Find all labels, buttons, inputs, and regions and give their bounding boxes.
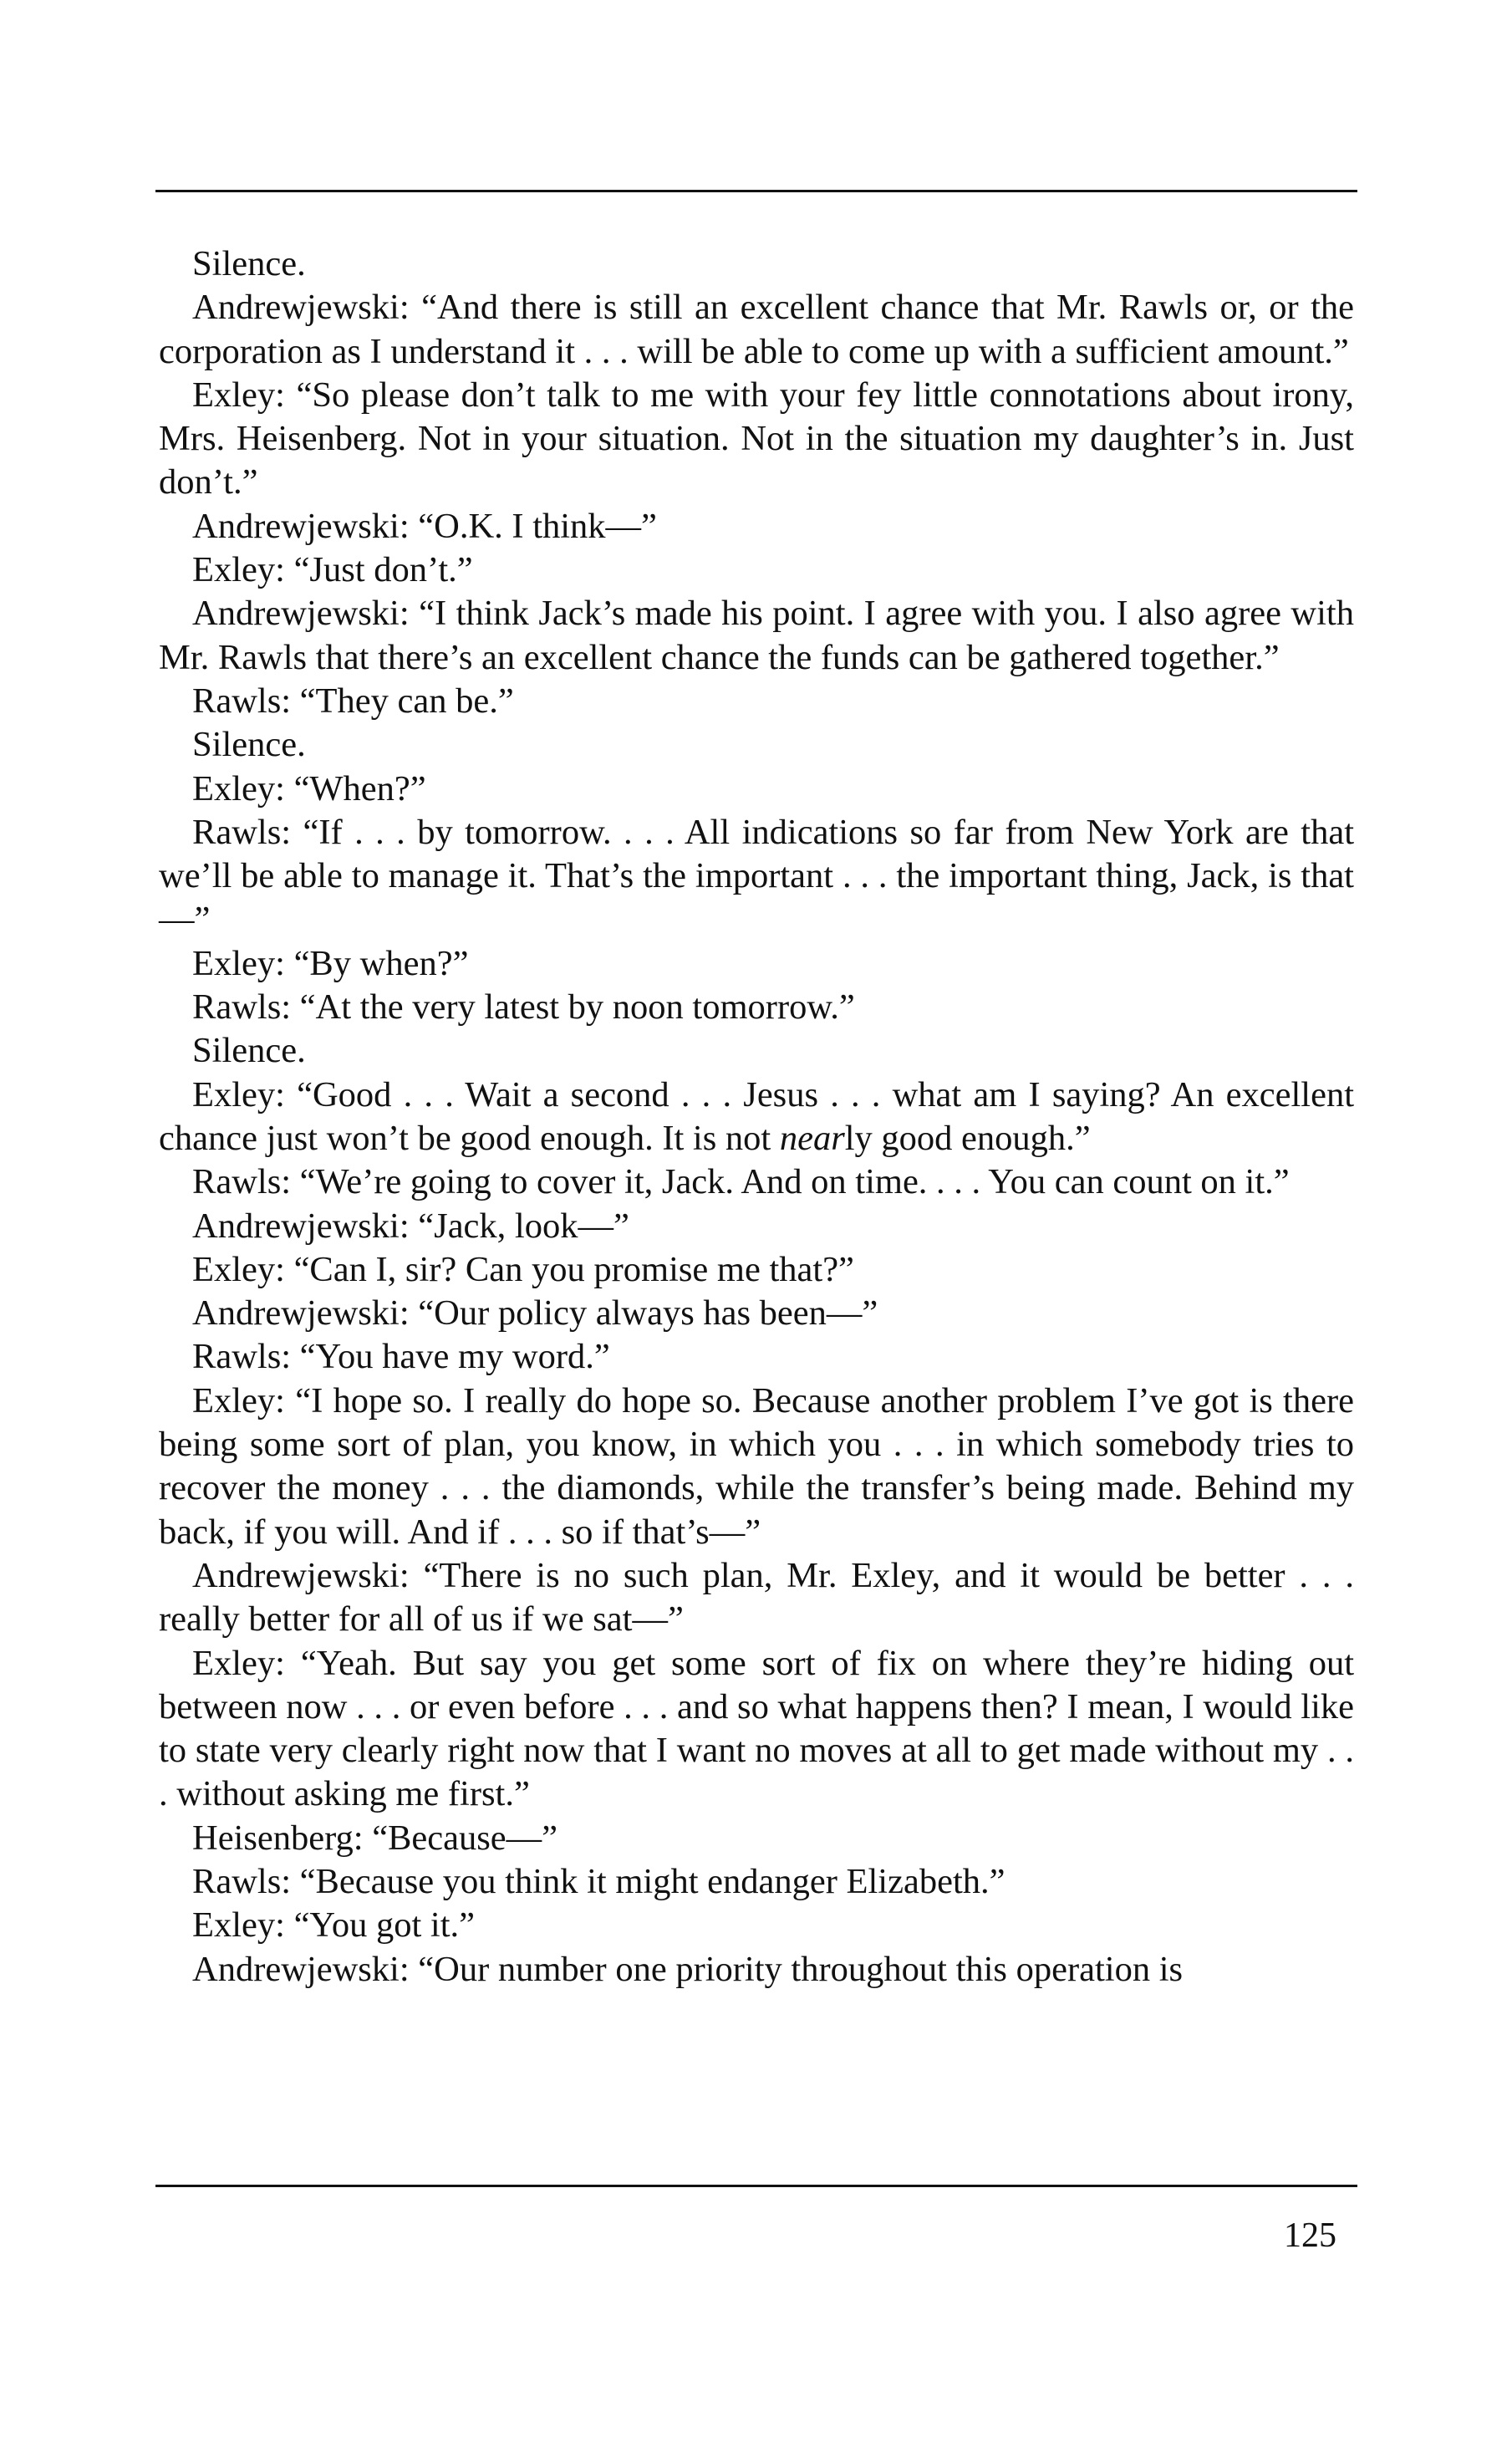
paragraph: Andrewjewski: “There is no such plan, Mr. Exley, and it would be better . . . really better for all of us if we sat—” (159, 1555, 1354, 1640)
paragraph: Rawls: “We’re going to cover it, Jack. And on time. . . . You can count on it.” (192, 1162, 1290, 1202)
paragraph: Andrewjewski: “Our number one priority throughout this operation is (192, 1949, 1184, 1989)
paragraph: Exley: “By when?” (192, 943, 469, 983)
paragraph: Exley: “Yeah. But say you get some sort of fix on where they’re hiding out between now . . . or even before . . . and so what happens then? I mean, I would like to state very clearly right now that I want no moves at all to get made without my . . . without asking me first.” (159, 1643, 1354, 1814)
bottom-rule (155, 2185, 1357, 2187)
paragraph: Rawls: “Because you think it might endanger Elizabeth.” (192, 1861, 1005, 1901)
paragraph: Rawls: “You have my word.” (192, 1337, 610, 1377)
emphasis: near (779, 1118, 845, 1158)
paragraph: Rawls: “At the very latest by noon tomorrow.” (192, 987, 855, 1028)
paragraph: Exley: “I hope so. I really do hope so. Because another problem I’ve got is there being some sort of plan, you know, in which you . . . in which somebody tries to recover the money . . . the diamonds, while the transfer’s being made. Behind my back, if you will. And if . . . so if that’s—” (159, 1380, 1354, 1552)
paragraph: Silence. (192, 244, 306, 283)
paragraph: Andrewjewski: “Jack, look—” (192, 1206, 629, 1246)
paragraph: Rawls: “If . . . by tomorrow. . . . All indications so far from New York are that we’ll be able to manage it. That’s the important . . . the important thing, Jack, is that—” (159, 812, 1354, 940)
paragraph: Exley: “Good . . . Wait a second . . . Jesus . . . what am I saying? An excellent chance just won’t be good enough. It is not nearly good enough.” (159, 1074, 1354, 1158)
paragraph: Andrewjewski: “I think Jack’s made his point. I agree with you. I also agree with Mr. Rawls that there’s an excellent chance the funds can be gathered together.” (159, 594, 1354, 677)
paragraph: Exley: “You got it.” (192, 1905, 476, 1946)
paragraph: Andrewjewski: “And there is still an excellent chance that Mr. Rawls or, or the corporation as I understand it . . . will be able to come up with a sufficient amount.” (159, 288, 1354, 371)
paragraph: Exley: “Just don’t.” (192, 550, 473, 590)
page-body (159, 242, 1354, 1992)
paragraph: Rawls: “They can be.” (192, 681, 514, 721)
paragraph: Silence. (192, 725, 306, 765)
page-number: 125 (1284, 2216, 1336, 2255)
paragraph: Exley: “So please don’t talk to me with your fey little connotations about irony, Mrs. Heisenberg. Not in your situation. Not in the situation my daughter’s in. Just don’t.” (159, 375, 1354, 502)
paragraph: Heisenberg: “Because—” (192, 1818, 558, 1858)
paragraph: Silence. (192, 1031, 306, 1071)
paragraph: Andrewjewski: “O.K. I think—” (192, 506, 657, 546)
paragraph: Exley: “Can I, sir? Can you promise me that?” (192, 1249, 854, 1289)
paragraph: Andrewjewski: “Our policy always has been—” (192, 1293, 878, 1334)
top-rule (155, 190, 1357, 192)
paragraph: Exley: “When?” (192, 768, 426, 808)
